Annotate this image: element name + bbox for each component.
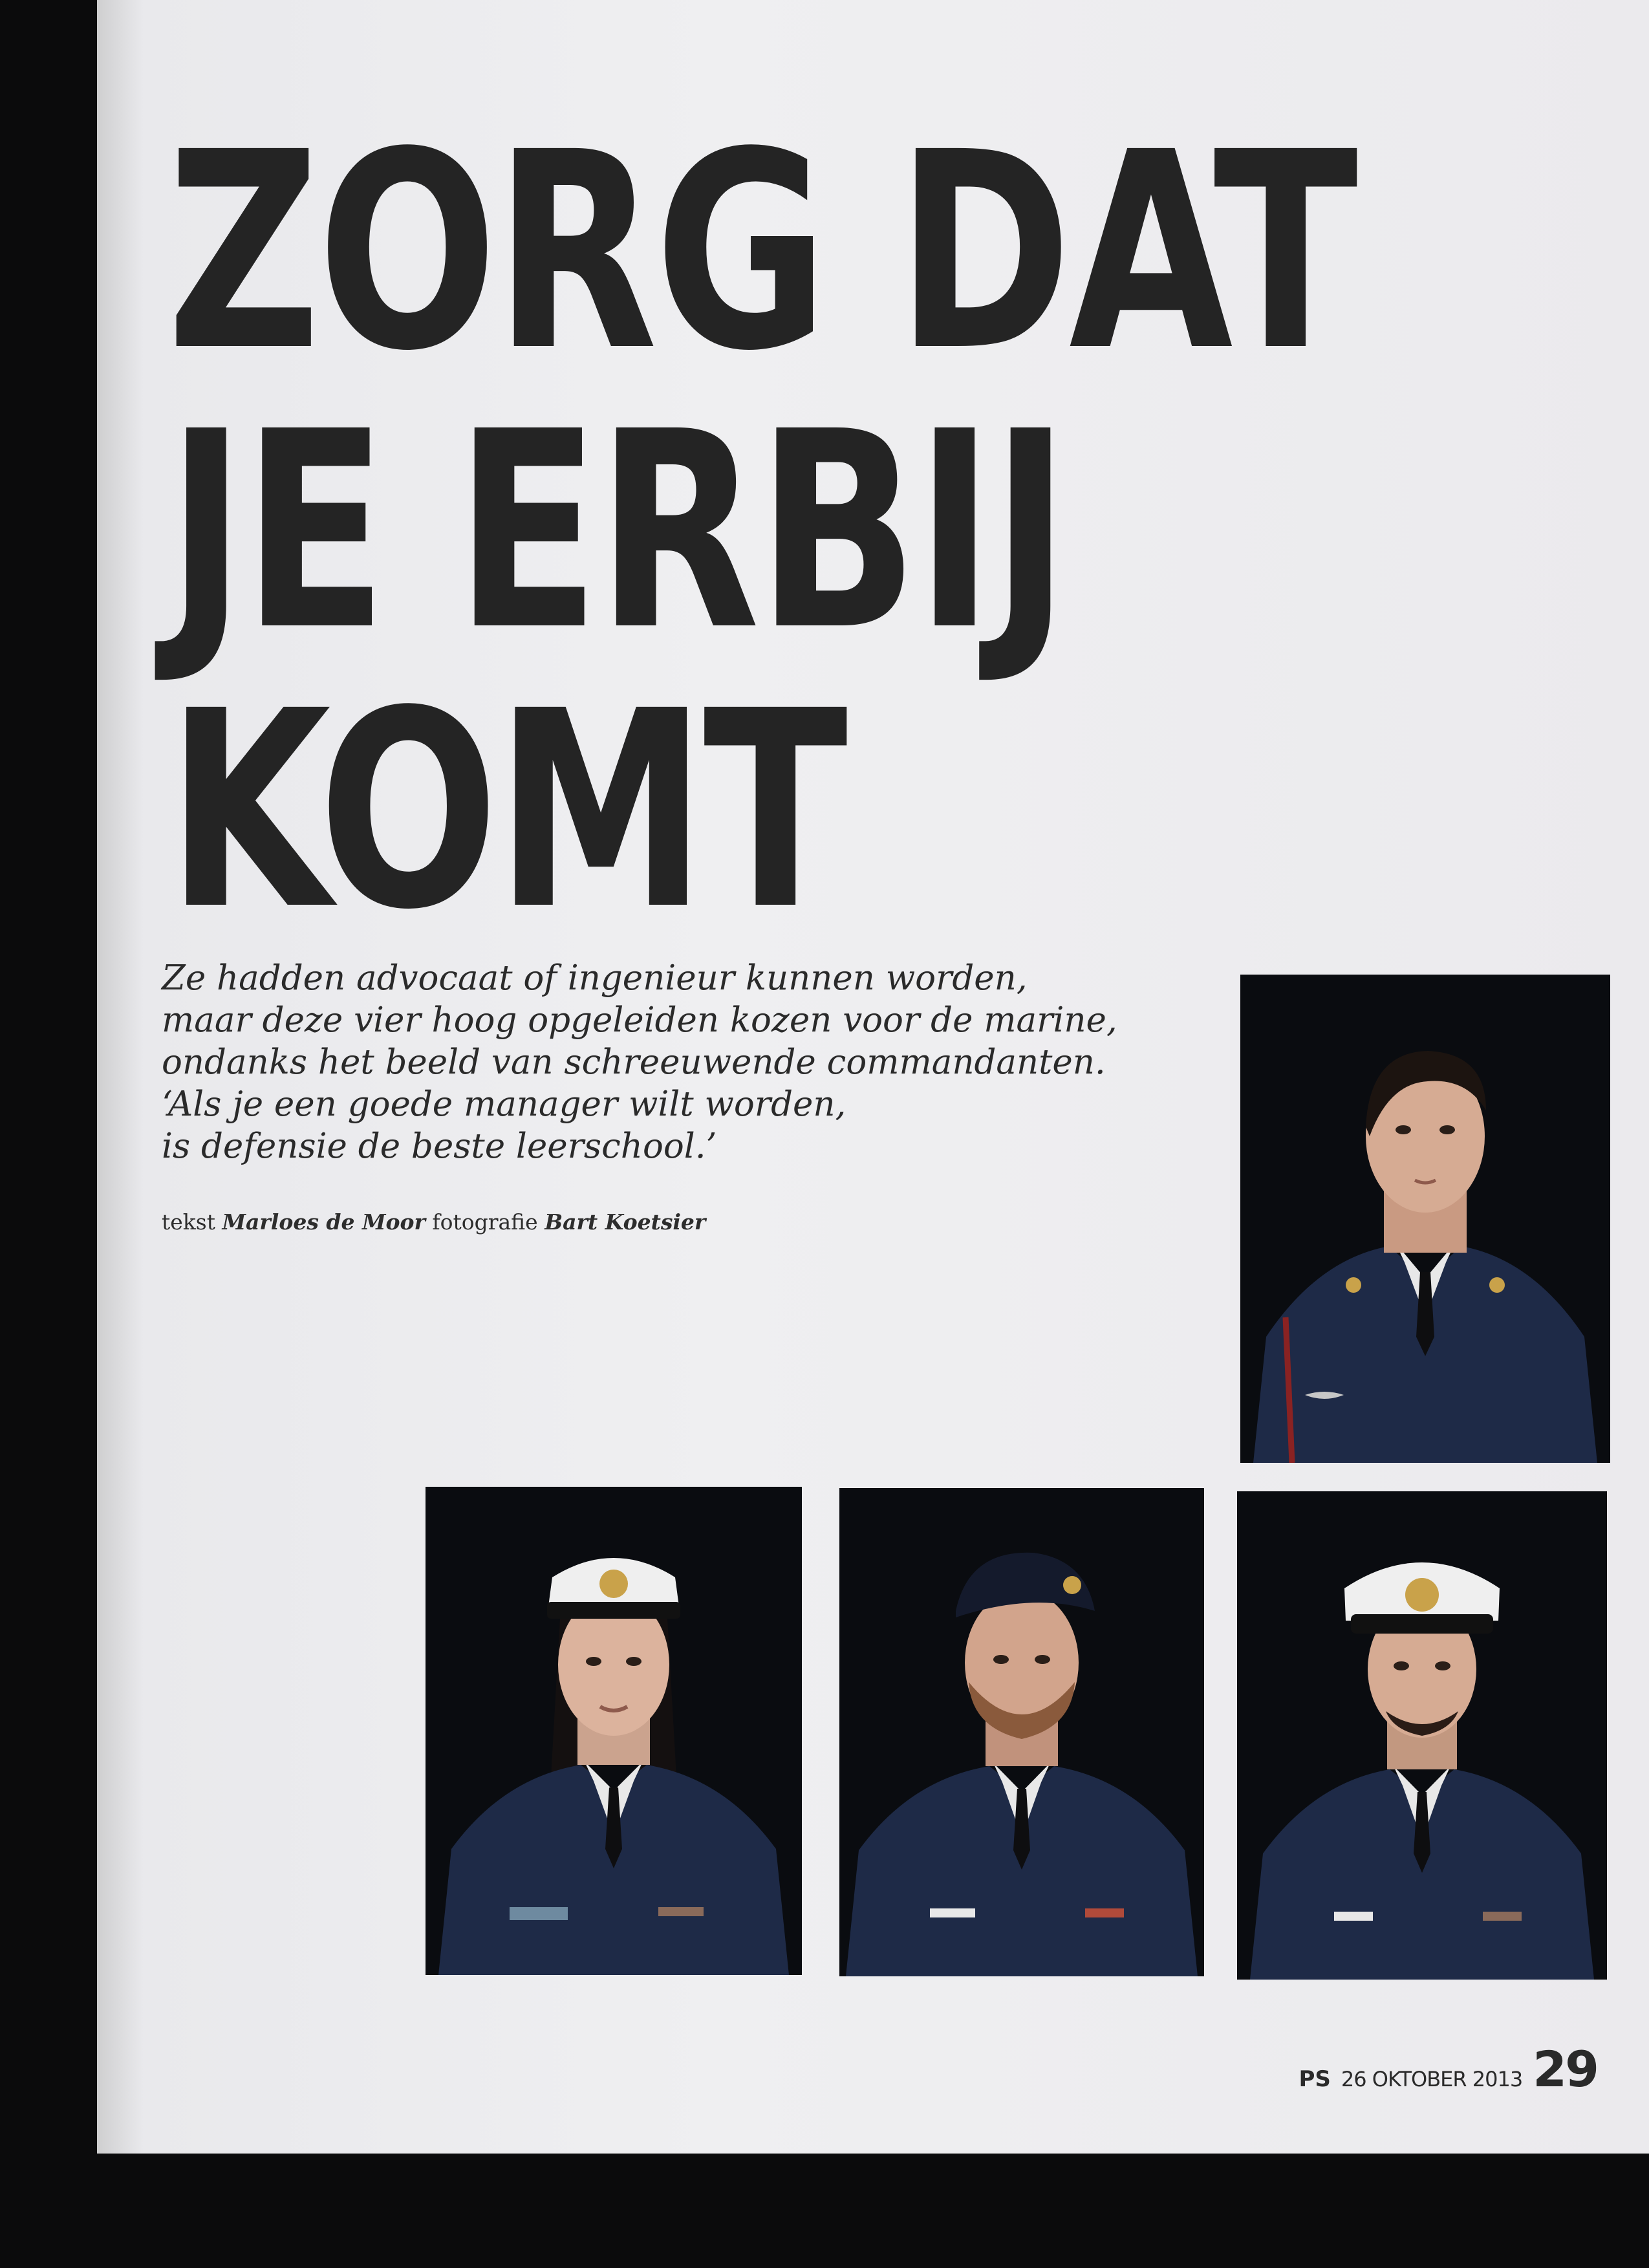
byline-photographer: Bart Koetsier [544, 1209, 706, 1235]
headline-line-3: KOMT [167, 653, 845, 969]
portrait-photo-2 [426, 1487, 802, 1975]
intro-text [162, 957, 1261, 1167]
intro-line-1: Ze hadden advocaat of ingenieur kunnen worden, [162, 958, 1028, 998]
headline [167, 94, 1355, 969]
page-footer [1299, 2040, 1598, 2098]
byline-text-label: tekst [162, 1209, 215, 1235]
magazine-name: PS [1299, 2066, 1331, 2092]
headline-line-1: ZORG DAT [167, 94, 1355, 411]
issue-date: 26 OKTOBER 2013 [1341, 2067, 1523, 2091]
intro-line-4: ‘Als je een goede manager wilt worden, [162, 1085, 846, 1124]
page-number: 29 [1533, 2040, 1597, 2098]
portrait-photo-1 [1240, 975, 1610, 1463]
byline [162, 1209, 706, 1235]
intro-line-2: maar deze vier hoog opgeleiden kozen voor de marine, [162, 1000, 1117, 1040]
portrait-photo-3 [839, 1488, 1204, 1976]
intro-line-5: is defensie de beste leerschool.’ [162, 1127, 717, 1166]
intro-line-3: ondanks het beeld van schreeuwende commandanten. [162, 1042, 1106, 1082]
magazine-page [97, 0, 1649, 2154]
headline-line-2: JE ERBIJ [167, 374, 1067, 690]
byline-photo-label: fotografie [432, 1209, 538, 1235]
byline-author: Marloes de Moor [222, 1209, 426, 1235]
portrait-photo-4 [1237, 1491, 1607, 1980]
